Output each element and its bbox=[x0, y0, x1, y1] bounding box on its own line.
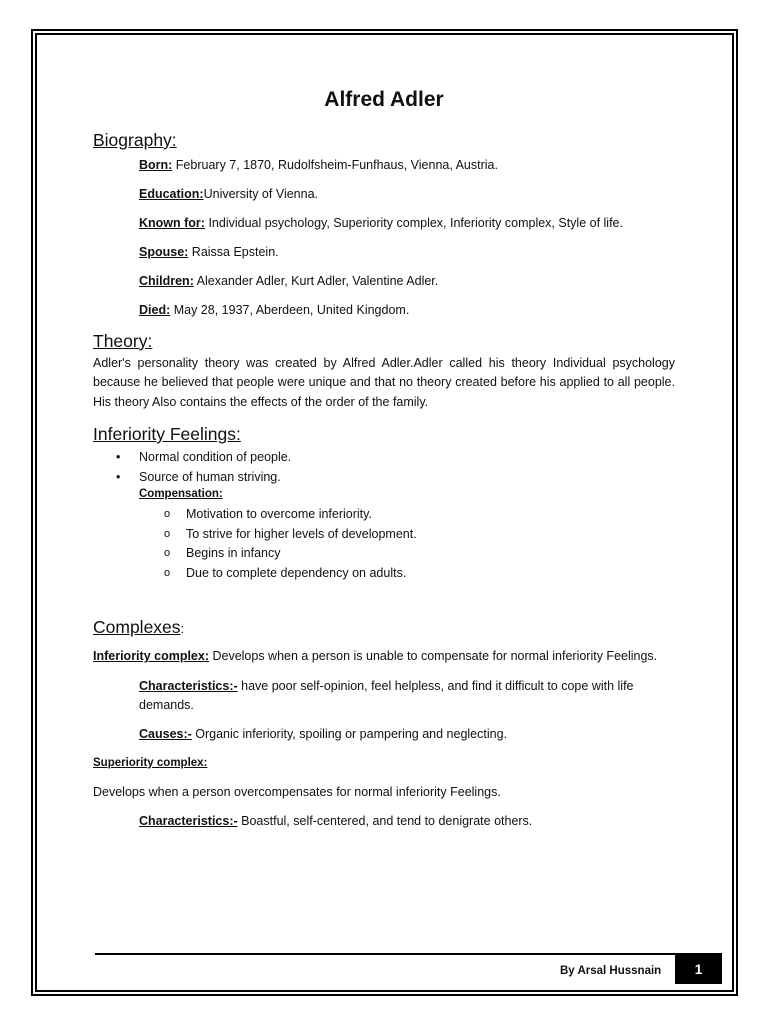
circle-bullet-icon: o bbox=[164, 508, 171, 520]
footer-author: By Arsal Hussnain bbox=[560, 965, 662, 977]
known-for-value: Individual psychology, Superiority complex, Inferiority complex, Style of life. bbox=[204, 216, 623, 230]
superiority-complex-label: Superiority complex: bbox=[93, 757, 208, 769]
known-for-line bbox=[139, 214, 675, 234]
died-value: May 28, 1937, Aberdeen, United Kingdom. bbox=[170, 303, 410, 317]
died-label: Died: bbox=[139, 303, 171, 317]
biography-section bbox=[93, 156, 675, 321]
education-line bbox=[139, 185, 675, 205]
education-label: Education: bbox=[139, 187, 204, 201]
inferiority-bullets bbox=[93, 448, 675, 487]
spouse-line bbox=[139, 243, 675, 263]
list-item: • Source of human striving. bbox=[93, 468, 675, 488]
died-line bbox=[139, 301, 675, 321]
biography-heading: Biography: bbox=[93, 130, 177, 150]
born-line bbox=[139, 156, 675, 176]
children-value: Alexander Adler, Kurt Adler, Valentine Adler. bbox=[193, 274, 439, 288]
inferiority-complex-label: Inferiority complex: bbox=[93, 649, 209, 663]
children-line bbox=[139, 272, 675, 292]
inferiority-complex-text: Develops when a person is unable to compensate for normal inferiority Feelings. bbox=[209, 649, 658, 663]
inferiority-feelings-heading: Inferiority Feelings: bbox=[93, 424, 241, 444]
list-item: • Normal condition of people. bbox=[93, 448, 675, 468]
compensation-label: Compensation: bbox=[139, 488, 223, 500]
superiority-characteristics-line bbox=[139, 812, 675, 832]
circle-bullet-icon: o bbox=[164, 566, 171, 579]
page-number: 1 bbox=[675, 954, 722, 984]
list-item: o Motivation to overcome inferiority. bbox=[93, 505, 675, 525]
known-for-label: Known for: bbox=[139, 216, 205, 230]
complexes-heading: Complexes: bbox=[93, 617, 185, 637]
bullet-icon: • bbox=[116, 450, 121, 464]
compensation-list bbox=[93, 505, 675, 583]
children-label: Children: bbox=[139, 274, 194, 288]
causes-line bbox=[139, 725, 675, 745]
characteristics-label: Characteristics:- bbox=[139, 678, 238, 693]
document-body bbox=[93, 88, 675, 832]
causes-label: Causes:- bbox=[139, 726, 192, 741]
characteristics-label: Characteristics:- bbox=[139, 814, 238, 828]
theory-paragraph: Adler's personality theory was created by Alfred Adler.Adler called his theory Individual psychology because he believed that people were unique and that no theory created before his applied to all people. His theory Also contains the effects of the order of the family. bbox=[93, 355, 675, 409]
footer-divider bbox=[95, 953, 722, 955]
characteristics-text: have poor self-opinion, feel helpless, and find it difficult to cope with life demands. bbox=[139, 678, 634, 712]
page-title: Alfred Adler bbox=[324, 88, 444, 111]
born-label: Born: bbox=[139, 158, 173, 172]
born-value: February 7, 1870, Rudolfsheim-Funfhaus, Vienna, Austria. bbox=[172, 158, 498, 172]
inferiority-characteristics-line bbox=[139, 677, 675, 716]
circle-bullet-icon: o bbox=[164, 527, 171, 540]
circle-bullet-icon: o bbox=[164, 547, 171, 559]
superiority-complex-text: Develops when a person overcompensates for normal inferiority Feelings. bbox=[93, 784, 501, 799]
characteristics-text: Boastful, self-centered, and tend to denigrate others. bbox=[237, 814, 533, 828]
spouse-label: Spouse: bbox=[139, 245, 189, 259]
causes-text: Organic inferiority, spoiling or pampering and neglecting. bbox=[191, 726, 508, 741]
list-item: o Begins in infancy bbox=[93, 544, 675, 564]
superiority-complex-label-line bbox=[93, 753, 675, 774]
bullet-icon: • bbox=[116, 469, 121, 484]
theory-heading: Theory: bbox=[93, 330, 153, 351]
list-item: o To strive for higher levels of development. bbox=[93, 525, 675, 545]
list-item: o Due to complete dependency on adults. bbox=[93, 564, 675, 584]
spouse-value: Raissa Epstein. bbox=[188, 245, 279, 259]
inferiority-complex-line bbox=[93, 647, 675, 667]
education-value: University of Vienna. bbox=[203, 187, 319, 201]
